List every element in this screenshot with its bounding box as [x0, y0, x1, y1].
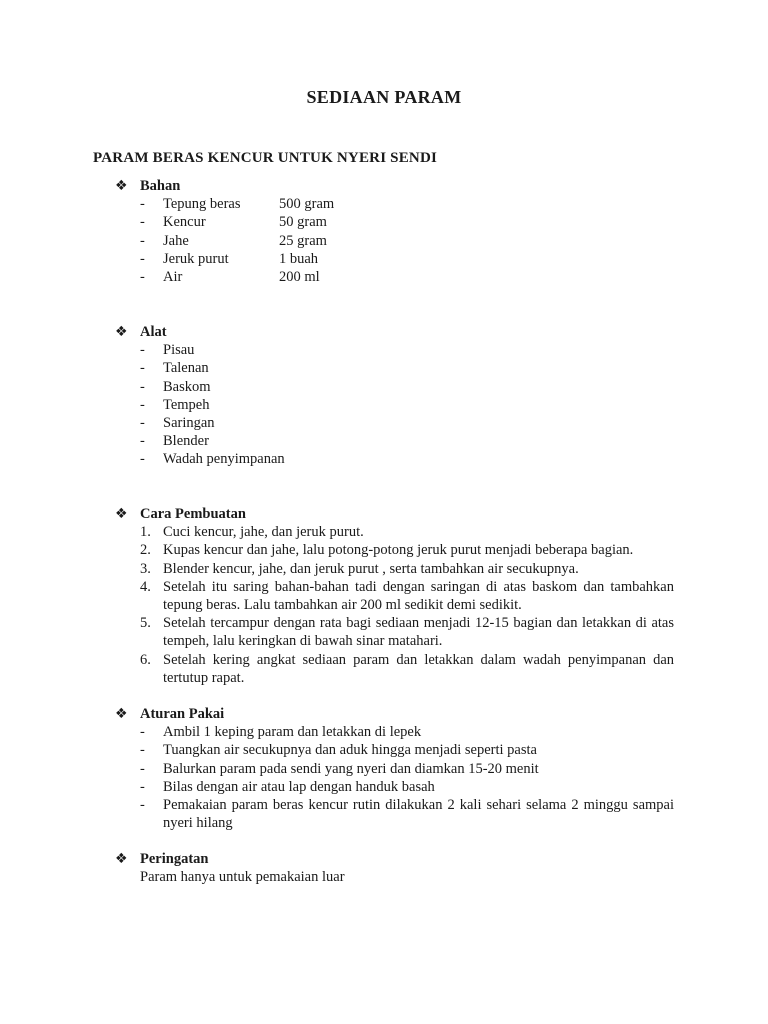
- ingredient-qty: 50 gram: [279, 214, 327, 231]
- tool-item: - Pisau: [140, 342, 195, 359]
- diamond-bullet-icon: ❖: [115, 706, 128, 722]
- tool-item: - Baskom: [140, 378, 211, 395]
- section-label: Bahan: [140, 178, 181, 194]
- step-item: 3. Blender kencur, jahe, dan jeruk purut , serta tambahkan air secukupnya.: [140, 560, 579, 577]
- ingredient-qty: 25 gram: [279, 232, 327, 249]
- section-cara-pembuatan: [0, 505, 768, 687]
- ingredient-item: - Jeruk purut 1 buah: [140, 250, 319, 267]
- tool-item: - Talenan: [140, 360, 209, 377]
- section-label: Aturan Pakai: [140, 706, 225, 722]
- step-item: 6. Setelah kering angkat sediaan param dan letakkan dalam wadah penyimpanan dan tertutup rapat.: [140, 651, 674, 686]
- ingredient-name: Kencur: [163, 214, 206, 231]
- section-heading: [0, 850, 768, 868]
- ingredient-item: - Air 200 ml: [140, 268, 320, 285]
- section-label: Cara Pembuatan: [140, 506, 246, 522]
- section-peringatan: [0, 850, 768, 886]
- section-heading: [0, 705, 768, 723]
- tool-item: - Tempeh: [140, 396, 210, 413]
- ingredient-item: - Jahe 25 gram: [140, 232, 327, 249]
- step-item: 1. Cuci kencur, jahe, dan jeruk purut.: [140, 524, 364, 541]
- ingredient-qty: 200 ml: [279, 268, 320, 285]
- section-heading: [0, 177, 768, 195]
- diamond-bullet-icon: ❖: [115, 851, 128, 867]
- section-heading: [0, 323, 768, 341]
- usage-item: - Bilas dengan air atau lap dengan handuk basah: [140, 778, 435, 795]
- tool-item: - Saringan: [140, 414, 215, 431]
- ingredient-qty: 500 gram: [279, 196, 335, 213]
- ingredient-item: - Kencur 50 gram: [140, 214, 327, 231]
- ingredient-name: Air: [163, 268, 183, 285]
- ingredient-name: Jahe: [163, 232, 189, 249]
- section-bahan: [0, 177, 768, 286]
- step-item: 2. Kupas kencur dan jahe, lalu potong-potong jeruk purut menjadi beberapa bagian.: [140, 542, 634, 559]
- section-label: Peringatan: [140, 851, 209, 867]
- tool-item: - Blender: [140, 433, 209, 450]
- usage-item: - Balurkan param pada sendi yang nyeri dan diamkan 15-20 menit: [140, 760, 539, 777]
- diamond-bullet-icon: ❖: [115, 506, 128, 522]
- tool-item: - Wadah penyimpanan: [140, 451, 285, 468]
- ingredient-name: Tepung beras: [163, 196, 241, 213]
- usage-item: - Tuangkan air secukupnya dan aduk hingga menjadi seperti pasta: [140, 742, 537, 759]
- usage-item: - Ambil 1 keping param dan letakkan di lepek: [140, 724, 422, 741]
- recipe-subtitle: PARAM BERAS KENCUR UNTUK NYERI SENDI: [93, 150, 438, 166]
- step-item: 5. Setelah tercampur dengan rata bagi sediaan menjadi 12-15 bagian dan letakkan di atas tempeh, lalu keringkan di bawah sinar matahari.: [140, 615, 674, 650]
- section-heading: [0, 505, 768, 523]
- diamond-bullet-icon: ❖: [115, 178, 128, 194]
- section-label: Alat: [140, 324, 167, 340]
- section-aturan-pakai: [0, 705, 768, 832]
- page-title: SEDIAAN PARAM: [306, 87, 462, 107]
- usage-item: - Pemakaian param beras kencur rutin dilakukan 2 kali sehari selama 2 minggu sampai nyeri hilang: [140, 797, 674, 832]
- diamond-bullet-icon: ❖: [115, 324, 128, 340]
- ingredient-name: Jeruk purut: [163, 250, 229, 267]
- ingredient-qty: 1 buah: [279, 250, 319, 267]
- warning-text: Param hanya untuk pemakaian luar: [140, 869, 345, 886]
- ingredient-item: - Tepung beras 500 gram: [140, 196, 335, 213]
- step-item: 4. Setelah itu saring bahan-bahan tadi dengan saringan di atas baskom dan tambahkan tepung beras. Lalu tambahkan air 200 ml sedikit demi sedikit.: [140, 578, 674, 613]
- section-alat: [0, 323, 768, 469]
